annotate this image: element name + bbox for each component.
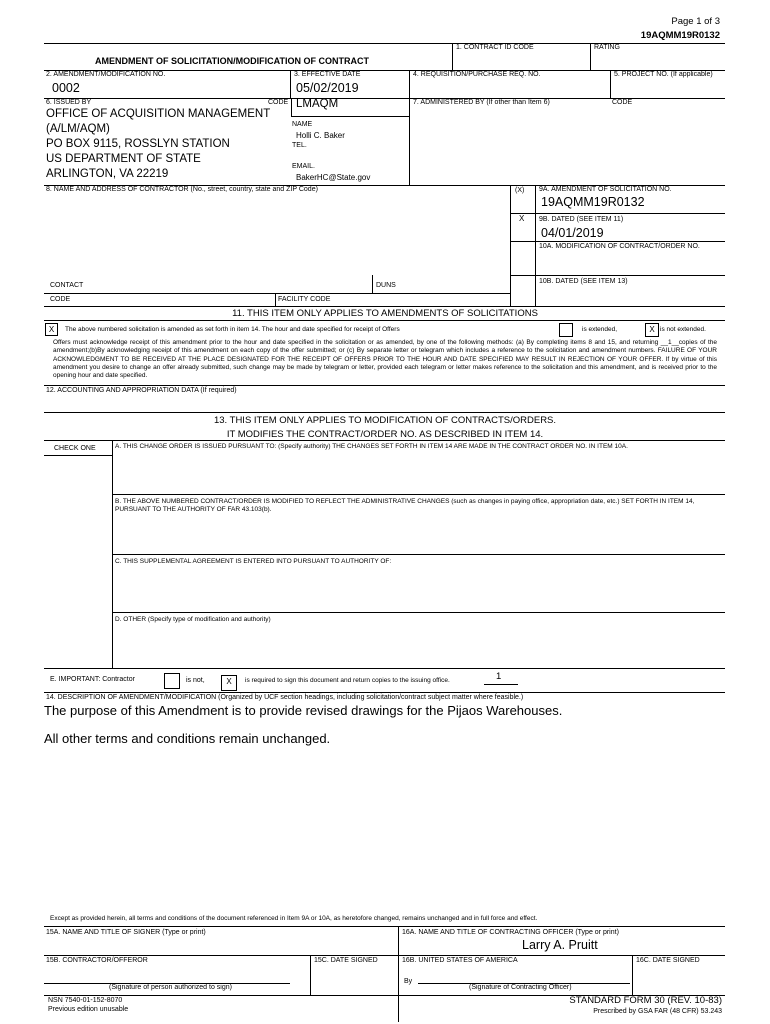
- divider: [275, 293, 276, 306]
- option-c-text: C. THIS SUPPLEMENTAL AGREEMENT IS ENTERED INTO PURSUANT TO AUTHORITY OF:: [115, 558, 392, 565]
- row-divider: [112, 612, 725, 613]
- divider: [632, 955, 633, 995]
- row-divider: [44, 293, 510, 294]
- rating-label: RATING: [594, 44, 620, 51]
- row-divider: [510, 241, 725, 242]
- issuer-line: ARLINGTON, VA 22219: [46, 168, 169, 180]
- except-text: Except as provided herein, all terms and conditions of the document referenced in Item 9A or 10A, as heretofore changed, remains unchanged and in full force and effect.: [50, 915, 538, 922]
- signature-officer-label: (Signature of Contracting Officer): [469, 984, 572, 991]
- row-divider: [44, 306, 725, 307]
- solicitation-x-mark: X: [519, 214, 525, 223]
- contact-label: CONTACT: [50, 282, 84, 289]
- amendment-solicitation-no: 19AQMM19R0132: [541, 195, 645, 209]
- not-extended-checkbox[interactable]: X: [645, 323, 659, 337]
- divider: [610, 70, 611, 98]
- row-divider: [44, 926, 725, 927]
- duns-label: DUNS: [376, 282, 396, 289]
- row-divider: [44, 955, 725, 956]
- email-label: EMAIL.: [292, 163, 315, 170]
- accounting-label: 12. ACCOUNTING AND APPROPRIATION DATA (If required): [46, 387, 237, 394]
- divider: [372, 275, 373, 293]
- row-divider: [44, 385, 725, 386]
- amendment-solicitation-label: 9A. AMENDMENT OF SOLICITATION NO.: [539, 186, 672, 193]
- is-required-label: is required to sign this document and return copies to the issuing office.: [245, 677, 450, 684]
- divider: [291, 98, 292, 116]
- form-top-border: [44, 43, 725, 44]
- dated-9b: 04/01/2019: [541, 226, 604, 240]
- contact-email: BakerHC@State.gov: [296, 173, 371, 182]
- effective-date: 05/02/2019: [296, 81, 359, 95]
- description-label: 14. DESCRIPTION OF AMENDMENT/MODIFICATION (Organized by UCF section headings, including solicitation/contract subject matter where feasible.): [46, 694, 524, 701]
- prescribed-by: Prescribed by GSA FAR (48 CFR) 53.243: [593, 1008, 722, 1015]
- issued-code: LMAQM: [296, 98, 339, 110]
- amendment-no: 0002: [52, 81, 80, 95]
- row-divider: [44, 320, 725, 321]
- item13-heading: 13. THIS ITEM ONLY APPLIES TO MODIFICATION OF CONTRACTS/ORDERS.: [213, 415, 557, 426]
- date-15c-label: 15C. DATE SIGNED: [314, 957, 378, 964]
- by-label: By: [404, 978, 413, 985]
- row-divider: [510, 275, 725, 276]
- contract-id-label: 1. CONTRACT ID CODE: [456, 44, 534, 51]
- issued-code-label: CODE: [268, 99, 289, 106]
- row-divider: [44, 668, 725, 669]
- is-not-checkbox[interactable]: [164, 673, 180, 689]
- form-number: STANDARD FORM 30 (REV. 10-83): [569, 995, 722, 1006]
- issuer-line: OFFICE OF ACQUISITION MANAGEMENT: [46, 108, 271, 120]
- row-divider: [510, 213, 725, 214]
- row-divider: [44, 692, 725, 693]
- dated-10b-label: 10B. DATED (SEE ITEM 13): [539, 278, 628, 285]
- amendment-no-label: 2. AMENDMENT/MODIFICATION NO.: [46, 71, 166, 78]
- solicitation-amended-checkbox[interactable]: X: [45, 323, 58, 336]
- project-no-label: 5. PROJECT NO. (If applicable): [614, 71, 713, 78]
- divider: [590, 43, 591, 70]
- row-divider: [291, 116, 409, 117]
- divider: [310, 955, 311, 995]
- item13-subheading: IT MODIFIES THE CONTRACT/ORDER NO. AS DESCRIBED IN ITEM 14.: [226, 429, 544, 440]
- modification-10a-label: 10A. MODIFICATION OF CONTRACT/ORDER NO.: [539, 243, 700, 250]
- check-one-label: CHECK ONE: [54, 445, 96, 452]
- dated-9b-label: 9B. DATED (SEE ITEM 11): [539, 216, 624, 223]
- divider: [290, 70, 291, 98]
- row-divider: [112, 494, 725, 495]
- is-not-label: is not,: [186, 677, 205, 684]
- is-required-checkbox[interactable]: X: [221, 675, 237, 691]
- issuer-line: PO BOX 9115, ROSSLYN STATION: [46, 138, 230, 150]
- extended-label: is extended,: [582, 326, 618, 333]
- divider: [409, 70, 410, 185]
- previous-edition-label: Previous edition unusable: [48, 1006, 129, 1013]
- issuer-line: US DEPARTMENT OF STATE: [46, 153, 201, 165]
- row-divider: [44, 455, 112, 456]
- item11-heading: 11. THIS ITEM ONLY APPLIES TO AMENDMENTS OF SOLICITATIONS: [232, 308, 538, 319]
- description-line-1: The purpose of this Amendment is to provide revised drawings for the Pijaos Warehouses.: [44, 703, 563, 718]
- copies-count: 1: [496, 671, 502, 682]
- contractor-offeror-label: 15B. CONTRACTOR/OFFEROR: [46, 957, 148, 964]
- divider: [398, 926, 399, 1022]
- signature-person-label: (Signature of person authorized to sign): [109, 984, 232, 991]
- facility-code-label: FACILITY CODE: [278, 296, 331, 303]
- extended-checkbox[interactable]: [559, 323, 573, 337]
- description-line-2: All other terms and conditions remain unchanged.: [44, 731, 331, 746]
- requisition-label: 4. REQUISITION/PURCHASE REQ. NO.: [413, 71, 541, 78]
- acknowledgement-paragraph: Offers must acknowledge receipt of this amendment prior to the hour and date specified in the solicitation or as amended, by one of the following methods: (a) By completing items 8 and 15, and returning __1__copies of the amendment;(b)By acknowledging receipt of this amendment on each copy of the offer submitted; or (c) By separate letter or telegram which includes a reference to the solicitation and amendment numbers. FAILURE OF YOUR ACKNOWLEDGMENT TO BE RECEIVED AT THE PLACE DESIGNATED FOR THE RECEIPT OF OFFERS PRIOR TO THE HOUR AND DATE SPECIFIED MAY RESULT IN REJECTION OF YOUR OFFER. If by virtue of this amendment you desire to change an offer already submitted, such change may be made by telegram or letter, provided each telegram or letter makes reference to the solicitation and this amendment, and is received prior to the opening hour and date specified.: [53, 339, 717, 380]
- united-states-label: 16B. UNITED STATES OF AMERICA: [402, 957, 518, 964]
- option-d-text: D. OTHER (Specify type of modification and authority): [115, 616, 271, 623]
- tel-label: TEL.: [292, 142, 307, 149]
- signer-name-label: 15A. NAME AND TITLE OF SIGNER (Type or print): [46, 929, 206, 936]
- issuer-line: (A/LM/AQM): [46, 123, 110, 135]
- row-divider: [112, 554, 725, 555]
- row-divider: [44, 412, 725, 413]
- issued-by-label: 6. ISSUED BY: [46, 99, 92, 106]
- divider: [510, 185, 511, 306]
- admin-code-label: CODE: [612, 99, 633, 106]
- issuer-address: [46, 107, 270, 182]
- form-title: AMENDMENT OF SOLICITATION/MODIFICATION OF CONTRACT: [95, 56, 369, 66]
- row-divider: [44, 440, 725, 441]
- effective-date-label: 3. EFFECTIVE DATE: [294, 71, 361, 78]
- date-16c-label: 16C. DATE SIGNED: [636, 957, 700, 964]
- code-label: CODE: [50, 296, 71, 303]
- option-b-text: B. THE ABOVE NUMBERED CONTRACT/ORDER IS MODIFIED TO REFLECT THE ADMINISTRATIVE CHANGES (such as changes in paying office, appropriation date, etc.) SET FORTH IN ITEM 14, PURSUANT TO THE AUTHORITY OF FAR 43.103(b).: [115, 498, 695, 514]
- document-id: 19AQMM19R0132: [640, 30, 720, 41]
- important-label: E. IMPORTANT: Contractor: [50, 676, 135, 683]
- officer-name: Larry A. Pruitt: [522, 938, 598, 952]
- page-number: Page 1 of 3: [671, 16, 720, 27]
- x-column-label: (X): [515, 187, 525, 194]
- divider: [452, 43, 453, 70]
- copies-underline: [484, 684, 518, 685]
- administered-by-label: 7. ADMINISTERED BY (If other than Item 6): [413, 99, 550, 106]
- nsn-label: NSN 7540-01-152-8070: [48, 997, 123, 1004]
- officer-name-label: 16A. NAME AND TITLE OF CONTRACTING OFFICER (Type or print): [402, 929, 619, 936]
- contractor-address-label: 8. NAME AND ADDRESS OF CONTRACTOR (No., street, country, state and ZIP Code): [46, 186, 318, 193]
- divider: [535, 185, 536, 306]
- name-label: NAME: [292, 121, 313, 128]
- not-extended-label: is not extended.: [660, 326, 706, 333]
- option-a-text: A. THIS CHANGE ORDER IS ISSUED PURSUANT TO: (Specify authority) THE CHANGES SET FORTH IN ITEM 14 ARE MADE IN THE CONTRACT ORDER NO. IN ITEM 10A.: [115, 443, 628, 450]
- contact-name: Holli C. Baker: [296, 131, 345, 140]
- solicitation-amended-text: The above numbered solicitation is amended as set forth in item 14. The hour and date specified for receipt of Offers: [65, 326, 400, 333]
